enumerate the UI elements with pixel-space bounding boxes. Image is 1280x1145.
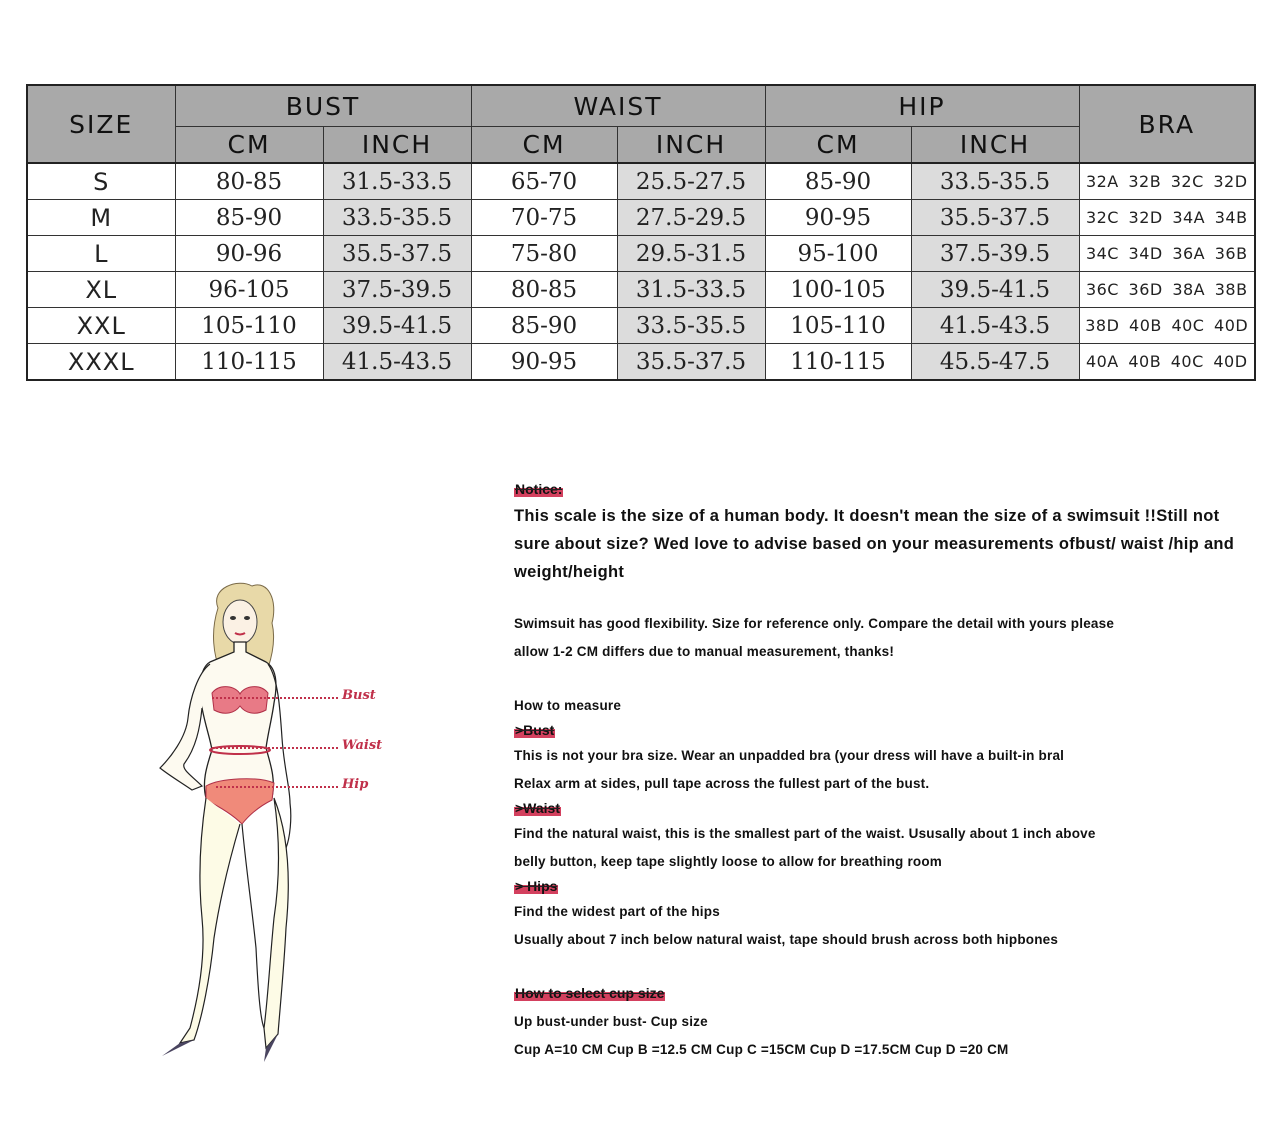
- notice-heading: Notice:: [515, 481, 563, 497]
- waist-cm: 90-95: [471, 344, 617, 381]
- waist-cm: 65-70: [471, 163, 617, 200]
- bust-inch: 37.5-39.5: [323, 272, 471, 308]
- bust-inch: 39.5-41.5: [323, 308, 471, 344]
- waist-label: Waist: [342, 738, 383, 753]
- table-row: [27, 344, 1255, 381]
- waist-inch: 27.5-29.5: [617, 200, 765, 236]
- size-label: L: [27, 236, 175, 272]
- header-waist: WAIST: [471, 85, 765, 127]
- waist-cm: 75-80: [471, 236, 617, 272]
- waist-inch: 31.5-33.5: [617, 272, 765, 308]
- header-bust: BUST: [175, 85, 471, 127]
- size-label: S: [27, 163, 175, 200]
- bust-label: Bust: [342, 688, 376, 703]
- bra-sizes: 32A 32B 32C 32D: [1079, 163, 1255, 200]
- header-bra: BRA: [1079, 85, 1255, 163]
- header-hip-inch: INCH: [911, 127, 1079, 164]
- table-row: [27, 163, 1255, 200]
- header-waist-cm: CM: [471, 127, 617, 164]
- waist-instruction-2: belly button, keep tape slightly loose to allow for breathing room: [514, 854, 942, 869]
- header-hip-cm: CM: [765, 127, 911, 164]
- bust-inch: 31.5-33.5: [323, 163, 471, 200]
- size-chart-table: [26, 84, 1256, 381]
- table-row: [27, 236, 1255, 272]
- hip-inch: 35.5-37.5: [911, 200, 1079, 236]
- hip-cm: 110-115: [765, 344, 911, 381]
- cup-size-values: Cup A=10 CM Cup B =12.5 CM Cup C =15CM Cup D =17.5CM Cup D =20 CM: [514, 1042, 1009, 1057]
- bust-cm: 105-110: [175, 308, 323, 344]
- bust-cm: 96-105: [175, 272, 323, 308]
- hip-cm: 90-95: [765, 200, 911, 236]
- waist-cm: 85-90: [471, 308, 617, 344]
- table-row: [27, 308, 1255, 344]
- header-bust-cm: CM: [175, 127, 323, 164]
- flexibility-line-1: Swimsuit has good flexibility. Size for reference only. Compare the detail with yours please: [514, 616, 1115, 631]
- bust-instruction-2: Relax arm at sides, pull tape across the fullest part of the bust.: [514, 776, 930, 791]
- bust-instruction-1: This is not your bra size. Wear an unpadded bra (your dress will have a built-in bral: [514, 748, 1065, 763]
- hips-instruction-2: Usually about 7 inch below natural waist, tape should brush across both hipbones: [514, 932, 1059, 947]
- table-row: [27, 272, 1255, 308]
- hip-inch: 33.5-35.5: [911, 163, 1079, 200]
- size-notice: [514, 480, 1254, 1064]
- hip-label: Hip: [342, 777, 369, 792]
- header-bust-inch: INCH: [323, 127, 471, 164]
- header-waist-inch: INCH: [617, 127, 765, 164]
- body-measurement-illustration: [140, 578, 400, 1068]
- waist-heading: >Waist: [515, 800, 560, 816]
- hip-inch: 37.5-39.5: [911, 236, 1079, 272]
- notice-intro: This scale is the size of a human body. It doesn't mean the size of a swimsuit !!Still not sure about size? Wed love to advise based on your measurements ofbust/ waist /hip and weight/height: [514, 507, 1235, 581]
- bust-cm: 85-90: [175, 200, 323, 236]
- hip-inch: 41.5-43.5: [911, 308, 1079, 344]
- table-row: [27, 200, 1255, 236]
- bust-inch: 35.5-37.5: [323, 236, 471, 272]
- bra-sizes: 36C 36D 38A 38B: [1079, 272, 1255, 308]
- hips-instruction-1: Find the widest part of the hips: [514, 904, 720, 919]
- header-hip: HIP: [765, 85, 1079, 127]
- waist-inch: 35.5-37.5: [617, 344, 765, 381]
- bra-sizes: 38D 40B 40C 40D: [1079, 308, 1255, 344]
- bust-inch: 41.5-43.5: [323, 344, 471, 381]
- how-to-measure-heading: How to measure: [514, 698, 622, 713]
- hip-inch: 45.5-47.5: [911, 344, 1079, 381]
- flexibility-line-2: allow 1-2 CM differs due to manual measurement, thanks!: [514, 644, 895, 659]
- bra-sizes: 32C 32D 34A 34B: [1079, 200, 1255, 236]
- bust-inch: 33.5-35.5: [323, 200, 471, 236]
- size-label: XXL: [27, 308, 175, 344]
- cup-size-formula: Up bust-under bust- Cup size: [514, 1014, 708, 1029]
- hip-inch: 39.5-41.5: [911, 272, 1079, 308]
- bra-sizes: 34C 34D 36A 36B: [1079, 236, 1255, 272]
- cup-size-heading: How to select cup size: [515, 985, 665, 1001]
- waist-cm: 80-85: [471, 272, 617, 308]
- hip-cm: 100-105: [765, 272, 911, 308]
- woman-figure-icon: [140, 578, 400, 1068]
- hip-cm: 85-90: [765, 163, 911, 200]
- bust-cm: 110-115: [175, 344, 323, 381]
- waist-inch: 29.5-31.5: [617, 236, 765, 272]
- bra-sizes: 40A 40B 40C 40D: [1079, 344, 1255, 381]
- bust-cm: 90-96: [175, 236, 323, 272]
- hip-cm: 105-110: [765, 308, 911, 344]
- waist-cm: 70-75: [471, 200, 617, 236]
- waist-instruction-1: Find the natural waist, this is the smallest part of the waist. Ususally about 1 inch above: [514, 826, 1096, 841]
- hips-heading: > Hips: [515, 878, 558, 894]
- header-size: SIZE: [27, 85, 175, 163]
- bust-heading: >Bust: [515, 722, 555, 738]
- size-label: XXXL: [27, 344, 175, 381]
- size-label: M: [27, 200, 175, 236]
- hip-cm: 95-100: [765, 236, 911, 272]
- waist-inch: 25.5-27.5: [617, 163, 765, 200]
- size-label: XL: [27, 272, 175, 308]
- bust-cm: 80-85: [175, 163, 323, 200]
- waist-inch: 33.5-35.5: [617, 308, 765, 344]
